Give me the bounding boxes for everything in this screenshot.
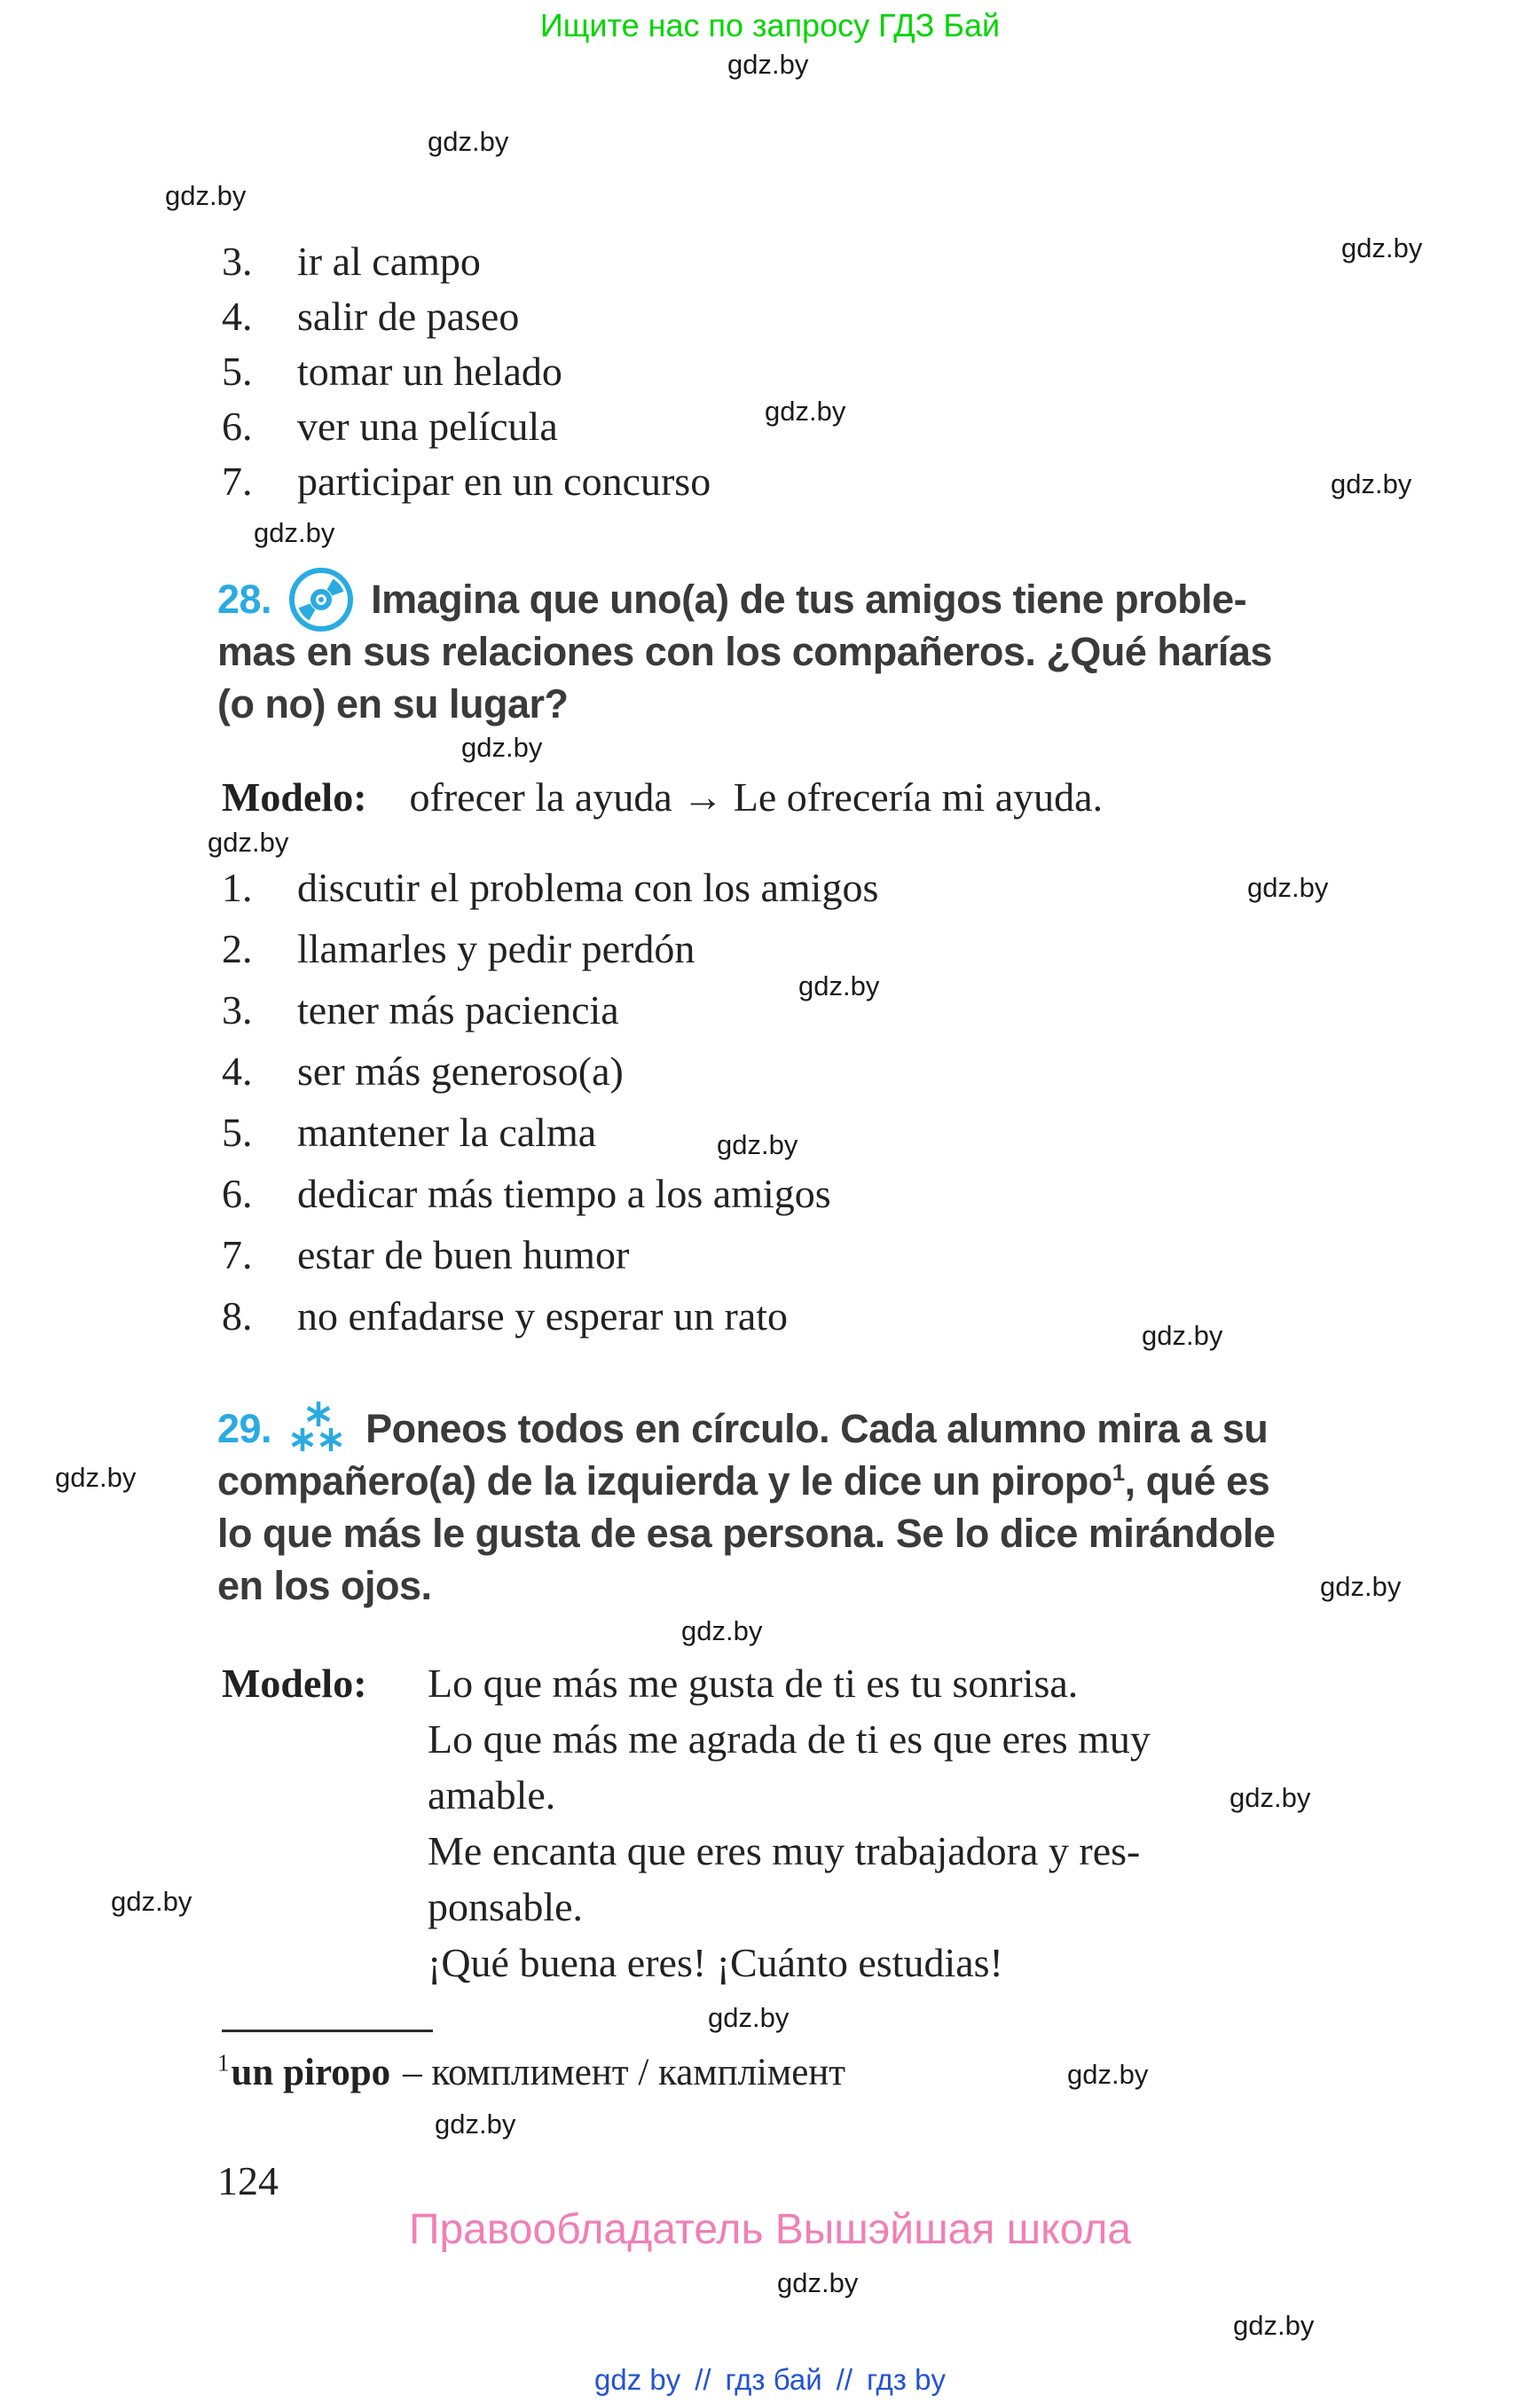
watermark: gdz.by <box>681 1615 763 1646</box>
footer-link[interactable]: гдз by <box>867 2363 946 2396</box>
watermark: gdz.by <box>55 1462 137 1493</box>
modelo-line: amable. <box>428 1772 556 1818</box>
list-item-number: 3. <box>222 987 253 1033</box>
watermark: gdz.by <box>1142 1320 1223 1351</box>
list-item-text: ser más generoso(a) <box>297 1048 624 1094</box>
list-item-text: tomar un helado <box>297 349 562 394</box>
exercise-29-heading <box>217 1402 1428 1612</box>
heading-line: lo que más le gusta de esa persona. Se lo dice mirándole <box>217 1511 1276 1556</box>
modelo-label: Modelo: <box>222 774 367 820</box>
snowflakes-icon <box>287 1401 350 1457</box>
list-item-number: 7. <box>222 459 253 504</box>
copyright-text: Правообладатель Вышэйшая школа <box>408 2206 1132 2253</box>
watermark: gdz.by <box>435 2109 516 2140</box>
watermark: gdz.by <box>1230 1782 1311 1813</box>
heading-line: en los ojos. <box>217 1563 432 1608</box>
list-item-text: llamarles y pedir perdón <box>297 926 695 971</box>
list-item <box>222 344 711 399</box>
exercise-28-list <box>222 857 878 1347</box>
list-item-number: 4. <box>222 1048 253 1094</box>
footer-link[interactable]: gdz by <box>594 2363 681 2396</box>
list-item-text: mantener la calma <box>297 1110 597 1155</box>
footnote-superscript: 1 <box>217 2049 230 2077</box>
exercise-number: 29. <box>217 1406 272 1451</box>
footnote-divider <box>222 2030 433 2032</box>
page-number: 124 <box>217 2158 279 2203</box>
list-item <box>222 857 878 918</box>
list-item-number: 7. <box>222 1232 253 1277</box>
list-item-number: 4. <box>222 294 253 339</box>
list-item-number: 2. <box>222 926 253 971</box>
modelo-label: Modelo: <box>222 1661 367 1706</box>
list-item-text: estar de buen humor <box>297 1232 630 1277</box>
watermark: gdz.by <box>727 49 809 80</box>
list-item-text: no enfadarse y esperar un rato <box>297 1293 789 1339</box>
list-item-number: 6. <box>222 1171 253 1216</box>
list-item <box>222 454 711 509</box>
watermark: gdz.by <box>254 517 335 548</box>
footer-separator: // <box>836 2363 852 2396</box>
list-item <box>222 1285 878 1347</box>
footnote-definition: – комплимент / камплімент <box>403 2052 846 2093</box>
watermark: gdz.by <box>1320 1571 1402 1602</box>
modelo-line: ¡Qué buena eres! ¡Cuánto estudias! <box>428 1940 1003 1985</box>
watermark: gdz.by <box>717 1129 798 1160</box>
list-item-number: 8. <box>222 1293 253 1339</box>
list-item-number: 1. <box>222 865 253 910</box>
exercise-28-heading <box>217 573 1428 730</box>
cd-icon <box>287 566 355 633</box>
watermark: gdz.by <box>111 1886 192 1917</box>
footer-links <box>0 2363 1540 2397</box>
list-item <box>222 399 711 454</box>
exercise-number: 28. <box>217 577 272 622</box>
list-item-text: dedicar más tiempo a los amigos <box>297 1171 831 1216</box>
list-item <box>222 979 878 1041</box>
watermark: gdz.by <box>428 126 509 157</box>
heading-line: Imagina que uno(a) de tus amigos tiene proble- <box>371 577 1247 622</box>
list-item-text: participar en un concurso <box>297 459 711 504</box>
modelo-line: Me encanta que eres muy trabajadora y res- <box>428 1828 1141 1873</box>
footer-link[interactable]: гдз бай <box>725 2363 822 2396</box>
modelo-28 <box>222 774 1103 821</box>
watermark: gdz.by <box>461 732 543 763</box>
heading-line: Poneos todos en círculo. Cada alumno mira a su <box>365 1406 1269 1451</box>
footnote-term: un piropo <box>231 2052 391 2093</box>
list-item <box>222 1224 878 1285</box>
list-item <box>222 234 711 289</box>
heading-line-text: , qué es <box>1124 1458 1270 1504</box>
list-item-number: 3. <box>222 239 253 284</box>
footer-separator: // <box>695 2363 711 2396</box>
list-item-text: ver una película <box>297 404 558 449</box>
heading-line: (o no) en su lugar? <box>217 681 569 726</box>
list-item-number: 5. <box>222 1110 253 1155</box>
watermark: gdz.by <box>798 970 880 1001</box>
modelo-line: Lo que más me gusta de ti es tu sonrisa. <box>428 1661 1079 1706</box>
list-item <box>222 1163 878 1224</box>
list-item <box>222 1041 878 1102</box>
watermark: gdz.by <box>765 396 846 427</box>
footnote-reference: 1 <box>1112 1459 1125 1486</box>
watermark: gdz.by <box>708 2002 790 2033</box>
watermark: gdz.by <box>165 180 247 211</box>
modelo-line: Lo que más me agrada de ti es que eres muy <box>428 1716 1151 1762</box>
list-item <box>222 289 711 344</box>
watermark: gdz.by <box>208 827 289 858</box>
top-list <box>222 234 711 509</box>
footnote <box>217 2051 845 2094</box>
list-item <box>222 1102 878 1163</box>
promo-text: Ищите нас по запросу ГДЗ Бай <box>539 7 1001 43</box>
list-item-text: ir al campo <box>297 239 481 284</box>
list-item-text: salir de paseo <box>297 294 520 339</box>
watermark: gdz.by <box>1233 2310 1315 2341</box>
watermark: gdz.by <box>1341 232 1423 263</box>
list-item-text: tener más paciencia <box>297 987 619 1033</box>
list-item <box>222 918 878 979</box>
heading-line: mas en sus relaciones con los compañeros. ¿Qué harías <box>217 629 1272 674</box>
modelo-line: ponsable. <box>428 1884 584 1929</box>
heading-line <box>217 1455 1428 1507</box>
modelo-text: ofrecer la ayuda → Le ofrecería mi ayuda. <box>409 774 1104 820</box>
heading-line-text: compañero(a) de la izquierda y le dice un piropo <box>217 1458 1112 1504</box>
watermark: gdz.by <box>777 2267 859 2298</box>
watermark: gdz.by <box>1247 872 1329 903</box>
list-item-text: discutir el problema con los amigos <box>297 865 879 910</box>
list-item-number: 5. <box>222 349 253 394</box>
watermark: gdz.by <box>1067 2059 1149 2090</box>
watermark: gdz.by <box>1331 468 1412 499</box>
modelo-29 <box>222 1655 1151 1991</box>
list-item-number: 6. <box>222 404 253 449</box>
